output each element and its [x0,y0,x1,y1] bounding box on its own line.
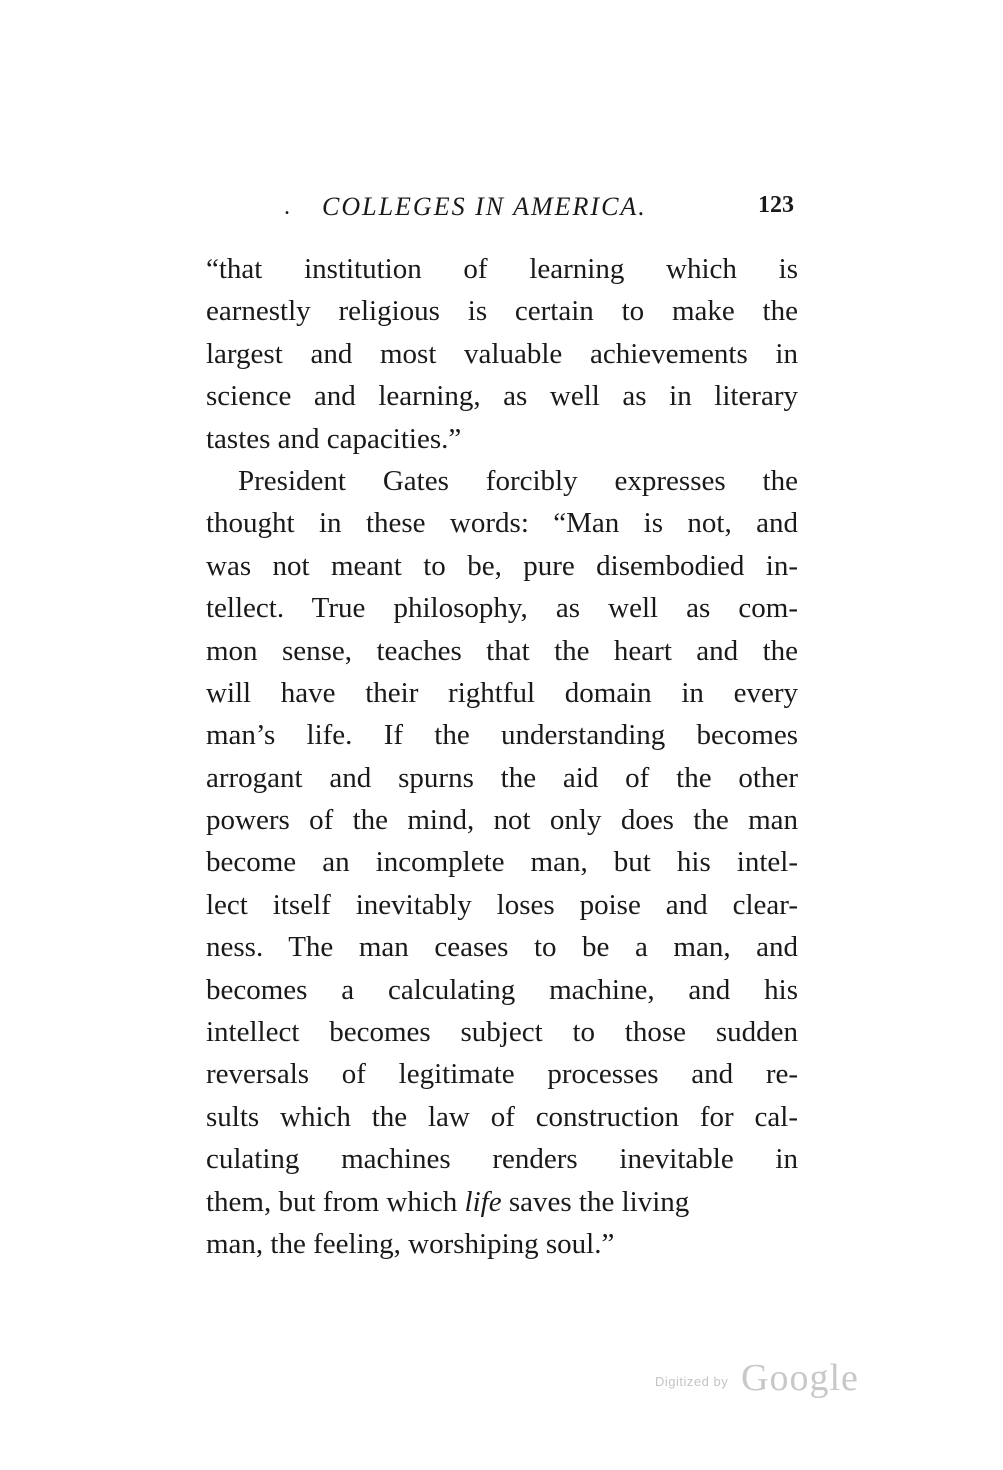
text-line-with-italic [206,1181,798,1223]
google-logo: Google [741,1357,859,1399]
text-line: science and learning, as well as in literary [206,380,798,413]
text-segment: saves the living [501,1185,690,1218]
text-line: tastes and capacities.” [206,422,462,455]
running-head-title: COLLEGES IN AMERICA. [322,192,647,221]
text-line: man’s life. If the understanding becomes [206,719,798,752]
text-line: sults which the law of construction for cal- [206,1100,798,1133]
paragraph-start-line: President Gates forcibly expresses the [238,464,798,497]
running-head [206,192,798,226]
text-line: ness. The man ceases to be a man, and [206,931,798,964]
text-line: reversals of legitimate processes and re- [206,1058,798,1091]
text-line: was not meant to be, pure disembodied in- [206,549,798,582]
body-text [206,248,798,1265]
digitized-watermark [655,1356,865,1406]
text-line: man, the feeling, worshiping soul.” [206,1227,615,1260]
running-head-mark: . [284,194,290,220]
text-segment: them, but from which [206,1185,465,1218]
watermark-prefix: Digitized by [655,1374,729,1389]
italic-word: life [464,1185,502,1218]
text-line: intellect becomes subject to those sudden [206,1016,798,1049]
text-line: mon sense, teaches that the heart and the [206,634,798,667]
text-line: lect itself inevitably loses poise and clear- [206,888,798,921]
text-line: tellect. True philosophy, as well as com- [206,592,798,625]
text-line: becomes a calculating machine, and his [206,973,798,1006]
text-line: “that institution of learning which is [206,253,798,285]
text-line: culating machines renders inevitable in [206,1143,798,1176]
text-line: will have their rightful domain in every [206,676,798,709]
text-line: thought in these words: “Man is not, and [206,507,798,540]
text-line: earnestly religious is certain to make the [206,295,798,328]
text-line: become an incomplete man, but his intel- [206,846,798,879]
page-number: 123 [758,192,794,218]
text-line: largest and most valuable achievements in [206,337,798,370]
text-line: arrogant and spurns the aid of the other [206,761,798,794]
text-line: powers of the mind, not only does the man [206,804,798,837]
